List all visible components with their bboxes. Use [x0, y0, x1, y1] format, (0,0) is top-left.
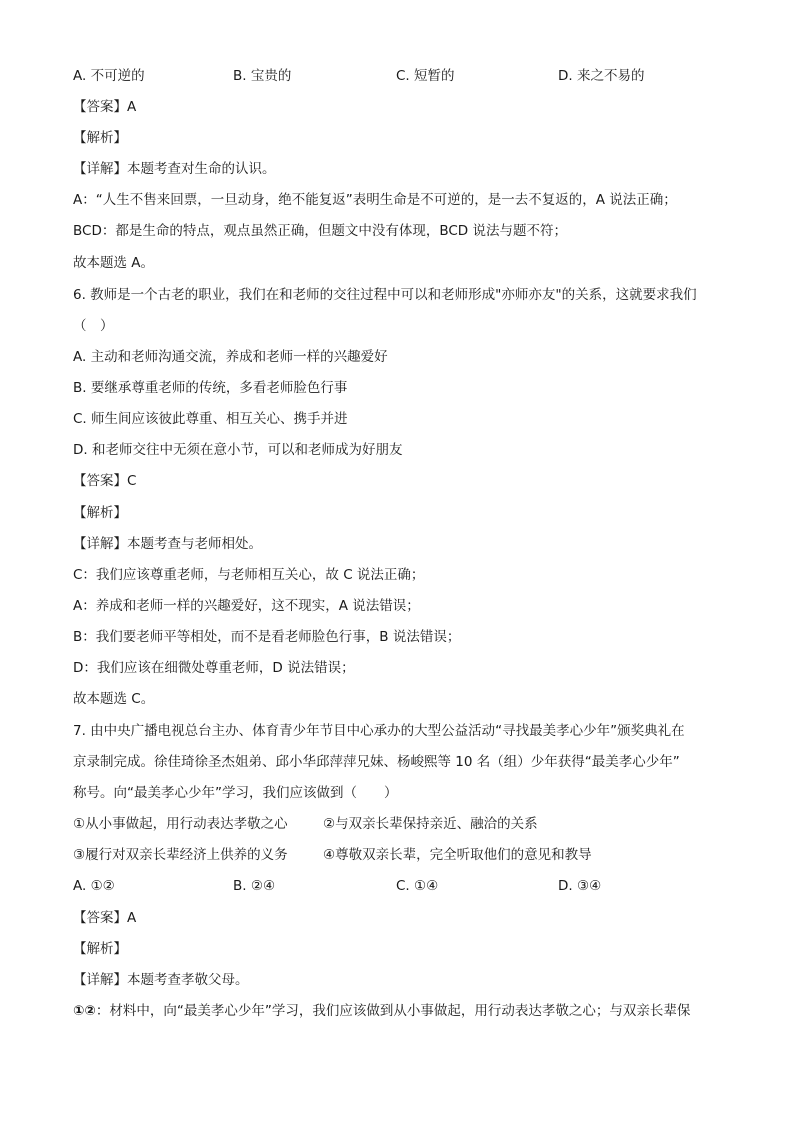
q5-option-b: B. 宝贵的 — [233, 68, 292, 84]
q6-stem-blank: （ ） — [73, 318, 114, 334]
q7-option-a: A. ①② — [73, 878, 115, 894]
q5-answer: 【答案】A — [73, 99, 137, 115]
q7-detail: 【详解】本题考查孝敬父母。 — [73, 972, 249, 988]
q6-option-b: B. 要继承尊重老师的传统，多看老师脸色行事 — [73, 380, 348, 396]
q6-option-c: C. 师生间应该彼此尊重、相互关心、携手并进 — [73, 411, 348, 427]
q5-detail: 【详解】本题考查对生命的认识。 — [73, 161, 276, 177]
q5-analysis-label: 【解析】 — [73, 130, 127, 146]
q7-explanation-line — [73, 1001, 690, 1021]
q6-stem: 6. 教师是一个古老的职业，我们在和老师的交往过程中可以和老师形成"亦师亦友"的关系，这就要求我们 — [73, 287, 697, 303]
q5-option-a: A. 不可逆的 — [73, 68, 145, 84]
q6-detail: 【详解】本题考查与老师相处。 — [73, 536, 262, 552]
q6-explanation-line: A：养成和老师一样的兴趣爱好，这不现实，A 说法错误； — [73, 598, 420, 614]
q7-analysis-label: 【解析】 — [73, 941, 127, 957]
q6-explanation-line: D：我们应该在细微处尊重老师，D 说法错误； — [73, 660, 355, 676]
q7-option-b: B. ②④ — [233, 878, 276, 894]
q6-explanation-line: C：我们应该尊重老师，与老师相互关心，故 C 说法正确； — [73, 567, 425, 583]
q5-conclusion: 故本题选 A。 — [73, 255, 155, 271]
q7-statement-1: ①从小事做起，用行动表达孝敬之心 — [73, 816, 288, 832]
q7-stem-line: 称号。向“最美孝心少年”学习，我们应该做到（ ） — [73, 785, 398, 801]
q7-explanation-prefix: ①② — [73, 1003, 96, 1019]
q7-stem-line: 京录制完成。徐佳琦徐圣杰姐弟、邱小华邱萍萍兄妹、杨峻熙等 10 名（组）少年获得“最美孝心少年” — [73, 754, 680, 770]
q7-option-c: C. ①④ — [396, 878, 439, 894]
q5-option-c: C. 短暂的 — [396, 68, 455, 84]
q6-option-d: D. 和老师交往中无须在意小节，可以和老师成为好朋友 — [73, 442, 403, 458]
q6-analysis-label: 【解析】 — [73, 505, 127, 521]
q5-explanation-line: BCD：都是生命的特点，观点虽然正确，但题文中没有体现，BCD 说法与题不符； — [73, 223, 567, 239]
q7-explanation-text: ：材料中，向“最美孝心少年”学习，我们应该做到从小事做起，用行动表达孝敬之心；与双亲长辈保 — [95, 1003, 691, 1019]
q7-statement-4: ④尊敬双亲长辈，完全听取他们的意见和教导 — [323, 847, 592, 863]
q6-explanation-line: B：我们要老师平等相处，而不是看老师脸色行事，B 说法错误； — [73, 629, 461, 645]
q7-statement-3: ③履行对双亲长辈经济上供养的义务 — [73, 847, 288, 863]
q6-option-a: A. 主动和老师沟通交流，养成和老师一样的兴趣爱好 — [73, 349, 388, 365]
q7-option-d: D. ③④ — [558, 878, 602, 894]
q6-conclusion: 故本题选 C。 — [73, 691, 155, 707]
q5-option-d: D. 来之不易的 — [558, 68, 645, 84]
q7-statement-2: ②与双亲长辈保持亲近、融洽的关系 — [323, 816, 538, 832]
q5-explanation-line: A：“人生不售来回票，一旦动身，绝不能复返”表明生命是不可逆的，是一去不复返的，A 说法正确； — [73, 192, 677, 208]
q6-answer: 【答案】C — [73, 473, 137, 489]
q7-stem-line: 7. 由中央广播电视总台主办、体育青少年节目中心承办的大型公益活动“寻找最美孝心少年”颁奖典礼在 — [73, 723, 685, 739]
q7-answer: 【答案】A — [73, 910, 137, 926]
